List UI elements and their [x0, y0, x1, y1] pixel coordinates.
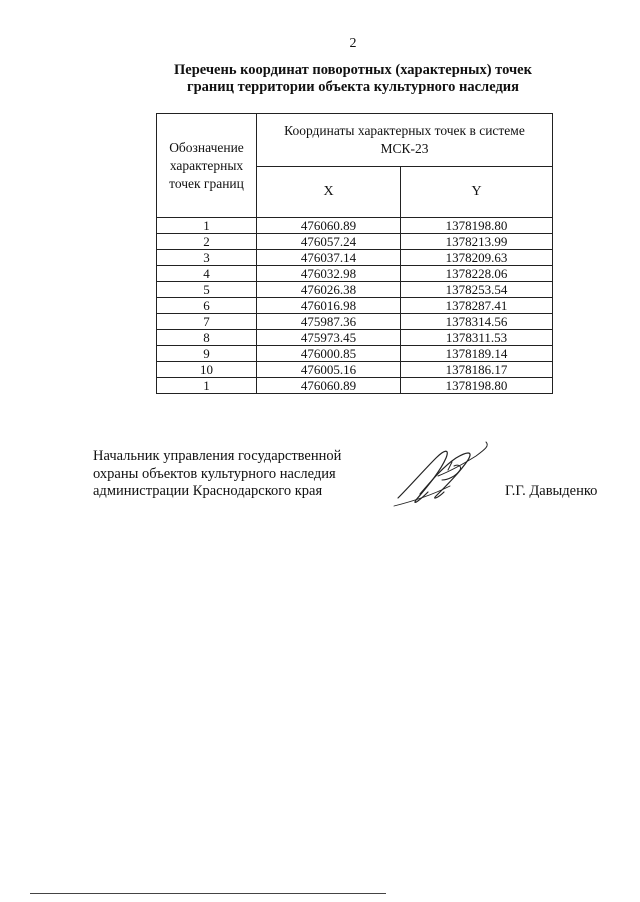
document-title — [150, 62, 556, 96]
y-coordinate-cell: 1378213.99 — [401, 234, 553, 250]
document-title-line-1: Перечень координат поворотных (характерных) точек — [174, 62, 532, 78]
x-coordinate-cell: 476005.16 — [257, 362, 401, 378]
point-number-cell: 8 — [157, 330, 257, 346]
header-coordinate-system-line-2: МСК-23 — [380, 141, 429, 156]
table-row — [157, 234, 553, 250]
y-coordinate-cell: 1378209.63 — [401, 250, 553, 266]
table-row — [157, 330, 553, 346]
x-coordinate-cell: 476037.14 — [257, 250, 401, 266]
header-point-designation-line-3: точек границ — [169, 175, 244, 191]
point-number-cell: 1 — [157, 378, 257, 394]
x-coordinate-cell: 475987.36 — [257, 314, 401, 330]
y-coordinate-cell: 1378253.54 — [401, 282, 553, 298]
document-title-line-2: границ территории объекта культурного наследия — [187, 79, 519, 95]
y-coordinate-cell: 1378228.06 — [401, 266, 553, 282]
x-coordinate-cell: 476060.89 — [257, 378, 401, 394]
point-number-cell: 9 — [157, 346, 257, 362]
x-coordinate-cell: 476000.85 — [257, 346, 401, 362]
header-x: X — [257, 167, 401, 218]
x-coordinate-cell: 476016.98 — [257, 298, 401, 314]
coordinates-table — [156, 113, 553, 394]
table-row — [157, 266, 553, 282]
x-coordinate-cell: 476060.89 — [257, 218, 401, 234]
table-row — [157, 250, 553, 266]
y-coordinate-cell: 1378198.80 — [401, 378, 553, 394]
signer-position-line-2: охраны объектов культурного наследия — [93, 465, 336, 482]
point-number-cell: 3 — [157, 250, 257, 266]
signer-position — [93, 448, 341, 501]
table-row — [157, 346, 553, 362]
y-coordinate-cell: 1378314.56 — [401, 314, 553, 330]
point-number-cell: 4 — [157, 266, 257, 282]
x-coordinate-cell: 476026.38 — [257, 282, 401, 298]
table-row — [157, 378, 553, 394]
x-coordinate-cell: 476057.24 — [257, 234, 401, 250]
signer-name: Г.Г. Давыденко — [505, 483, 598, 499]
y-coordinate-cell: 1378186.17 — [401, 362, 553, 378]
point-number-cell: 5 — [157, 282, 257, 298]
table-row — [157, 282, 553, 298]
page-number: 2 — [349, 36, 357, 51]
point-number-cell: 6 — [157, 298, 257, 314]
header-coordinate-system — [257, 114, 553, 167]
table-row — [157, 362, 553, 378]
handwritten-signature — [390, 436, 500, 516]
header-point-designation-line-1: Обозначение — [169, 139, 244, 155]
y-coordinate-cell: 1378311.53 — [401, 330, 553, 346]
table-row — [157, 218, 553, 234]
y-coordinate-cell: 1378198.80 — [401, 218, 553, 234]
x-coordinate-cell: 476032.98 — [257, 266, 401, 282]
x-coordinate-cell: 475973.45 — [257, 330, 401, 346]
header-y: Y — [401, 167, 553, 218]
bottom-divider — [30, 893, 386, 894]
y-coordinate-cell: 1378287.41 — [401, 298, 553, 314]
point-number-cell: 10 — [157, 362, 257, 378]
signer-position-line-1: Начальник управления государственной — [93, 448, 342, 464]
point-number-cell: 7 — [157, 314, 257, 330]
table-row — [157, 298, 553, 314]
point-number-cell: 1 — [157, 218, 257, 234]
signer-position-line-3: администрации Краснодарского края — [93, 483, 323, 499]
y-coordinate-cell: 1378189.14 — [401, 346, 553, 362]
point-number-cell: 2 — [157, 234, 257, 250]
header-coordinate-system-line-1: Координаты характерных точек в системе — [284, 123, 525, 138]
header-point-designation — [157, 114, 257, 218]
table-row — [157, 314, 553, 330]
header-point-designation-line-2: характерных — [169, 157, 244, 173]
